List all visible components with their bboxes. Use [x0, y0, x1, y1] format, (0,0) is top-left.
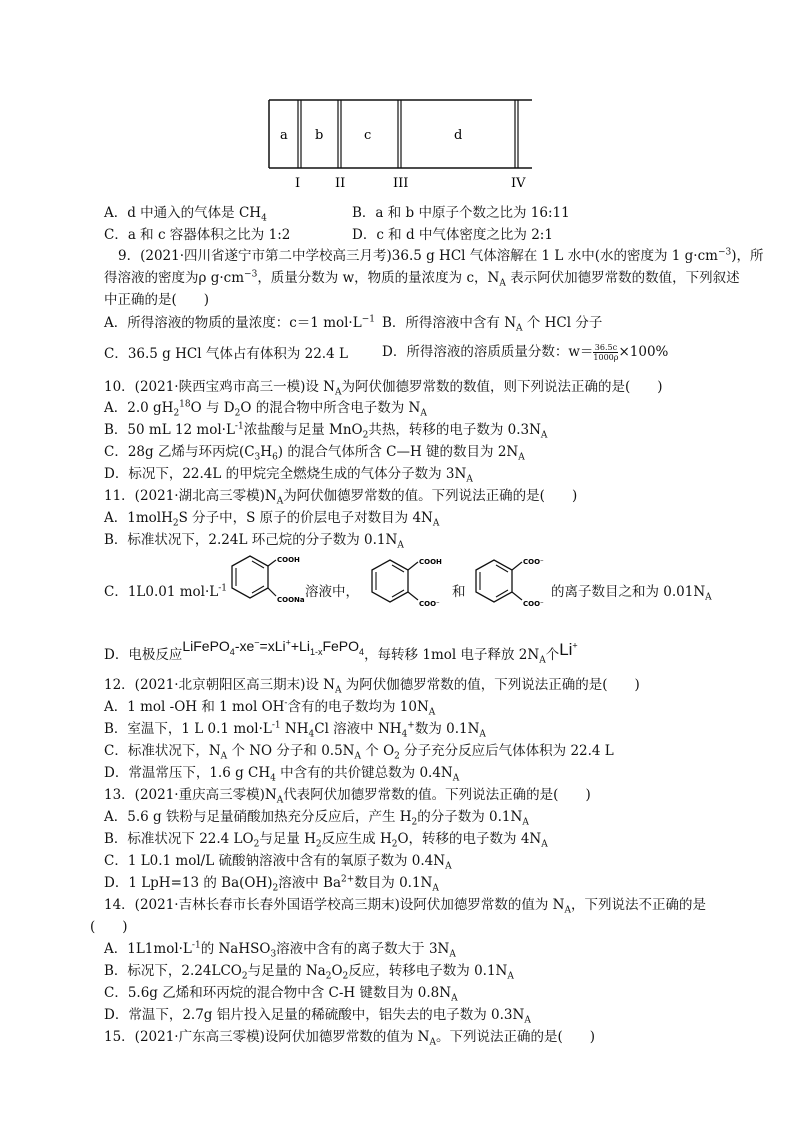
q10-option-d: D．标况下，22.4L 的甲烷完全燃烧生成的气体分子数为 $3N_A$	[104, 466, 473, 485]
q14-stem: 14．(2021·吉林长春市长春外国语学校高三期末)设阿伏加德罗常数的值为 $N_A$，下列说法不正确的是	[104, 897, 706, 916]
q9-stem-line3: 中正确的是( )	[104, 292, 210, 308]
mol2-bottom-group: COO⁻	[419, 600, 440, 608]
q13-option-c: C．1 L0.1 mol/L 硫酸钠溶液中含有的氧原子数为 $0.4N_A$	[104, 853, 452, 872]
mol3-top-group: COO⁻	[523, 558, 544, 566]
q14-option-b: B．标况下，$2.24LCO_2$与足量的 $Na_2O_2$反应，转移电子数为 $0.1N_A$	[104, 963, 514, 982]
q14-option-d: D．常温下，2.7g 铝片投入足量的稀硫酸中，铝失去的电子数为 $0.3N_A$	[104, 1007, 531, 1026]
divider-1-label: I	[295, 176, 301, 191]
phthalate-dianion-structure	[462, 552, 552, 616]
chamber-c-label: c	[364, 128, 372, 143]
q15-stem: 15．(2021·广东高三零模)设阿伏加德罗常数的值为 $N_A$。下列说法正确的是( )	[104, 1029, 596, 1048]
phthalate-monosodium-structure	[214, 552, 309, 616]
q12-stem: 12．(2021·北京朝阳区高三期末)设 $N_A$ 为阿伏伽德罗常数的值，下列说法正确的是( )	[104, 677, 640, 696]
q11-option-a: A．1molH$_2$S 分子中，S 原子的价层电子对数目为 $4N_A$	[104, 510, 440, 529]
q11-option-c-mid1: 溶液中，	[305, 584, 359, 600]
container-diagram	[268, 97, 533, 196]
q8-option-d: D．c 和 d 中气体密度之比为 2:1	[352, 227, 553, 243]
q9-stem-line1: 9．(2021·四川省遂宁市第二中学校高三月考)36.5 g HCl 气体溶解在 1 L 水中(水的密度为 1 $g\cdot cm^{-3}$)，所	[118, 247, 764, 264]
mol2-top-group: COOH	[419, 558, 442, 566]
q10-stem: 10．(2021·陕西宝鸡市高三一模)设 $N_A$为阿伏伽德罗常数的数值，则下列说法正确的是( )	[104, 379, 663, 398]
q11-stem: 11．(2021·湖北高三零模)$N_A$为阿伏伽德罗常数的值。下列说法正确的是( )	[104, 488, 578, 507]
chamber-a-label: a	[280, 128, 288, 143]
divider-4-label: IV	[511, 176, 526, 191]
q11-option-c-mid2: 和	[452, 584, 466, 600]
q13-option-d: D．1 LpH=13 的 $Ba(OH)_2$溶液中 $Ba^{2+}$数目为 $0.1N_A$	[104, 874, 439, 894]
q10-option-a: A．2.0 $gH_2^{18}O$ 与 $D_2O$ 的混合物中所含电子数为 $N_A$	[104, 399, 427, 419]
chamber-d-label: d	[454, 128, 463, 143]
q13-option-b: B．标准状况下 22.4 $LO_2$与足量 $H_2$反应生成 $H_2O$，转移的电子数为 $4N_A$	[104, 831, 548, 850]
q11-option-b: B．标准状况下，2.24L 环己烷的分子数为 $0.1N_A$	[104, 532, 404, 551]
q9-option-c: C．36.5 g HCl 气体占有体积为 22.4 L	[104, 346, 348, 362]
q14-stem-line2: ( )	[90, 919, 128, 935]
q9-option-a: A．所得溶液的物质的量浓度：c＝1 $mol\cdot L^{-1}$	[104, 314, 375, 331]
chamber-b-label: b	[315, 128, 324, 143]
q14-option-c: C．5.6g 乙烯和环丙烷的混合物中含 C-H 键数目为 $0.8N_A$	[104, 985, 458, 1004]
q11-option-c-prefix: C．1L0.01 $mol\cdot L^{-1}$	[104, 583, 228, 600]
mol3-bottom-group: COO⁻	[523, 600, 544, 608]
q10-option-c: C．28g 乙烯与环丙烷$(C_3H_6)$ 的混合气体所含 C—H 键的数目为 $2N_A$	[104, 444, 525, 463]
fraction: $\frac{36.5c}{1000\rho}$	[593, 343, 619, 362]
divider-2-label: II	[335, 176, 346, 191]
q8-option-b: B．a 和 b 中原子个数之比为 16:11	[352, 205, 570, 221]
q9-stem-line2: 得溶液的密度为ρ $g\cdot cm^{-3}$，质量分数为 w，物质的量浓度为 c，$N_A$ 表示阿伏加德罗常数的数值，下列叙述	[104, 269, 740, 289]
q14-option-a: A．$1L1mol\cdot L^{-1}$的 NaHSO$_3$溶液中含有的离子数大于 $3N_A$	[104, 940, 456, 960]
q12-option-a: A．1 mol -OH 和 1 mol OH-含有的电子数均为 $10N_A$	[104, 698, 436, 718]
q12-option-c: C．标准状况下，$N_A$ 个 NO 分子和 $0.5N_A$ 个 $O_2$ 分子充分反应后气体体积为 22.4 L	[104, 743, 614, 762]
q12-option-b: B．室温下，1 L 0.1 $mol\cdot L^{-1}$ $NH_4Cl$ 溶液中 $NH_4^+$数为 $0.1N_A$	[104, 720, 486, 740]
q13-stem: 13．(2021·重庆高三零模)$N_A$代表阿伏加德罗常数的值。下列说法正确的是( )	[104, 787, 591, 806]
q10-option-b: B．50 mL 12 $mol\cdot L^{-1}$浓盐酸与足量 MnO$_2$共热，转移的电子数为 $0.3N_A$	[104, 421, 548, 441]
q13-option-a: A．5.6 g 铁粉与足量硝酸加热充分反应后，产生 $H_2$的分子数为 $0.1N_A$	[104, 809, 529, 828]
q12-option-d: D．常温常压下，1.6 g $CH_4$ 中含有的共价键总数为 $0.4N_A$	[104, 765, 460, 784]
hydrogen-phthalate-structure	[360, 552, 455, 616]
q8-option-a: A．d 中通入的气体是 $CH_4$	[104, 205, 267, 224]
partition-diagram	[268, 97, 533, 192]
q9-option-d: D．所得溶液的溶质质量分数：w＝ $\frac{36.5c}{1000\rho}$ ×100%	[382, 343, 669, 362]
mol1-bottom-group: COONa	[277, 596, 305, 604]
mol1-top-group: COOH	[277, 556, 300, 564]
q8-option-c: C．a 和 c 容器体积之比为 1:2	[104, 227, 291, 243]
electrode-equation: $LiFePO_4-xe^-=xLi^++Li_{1-x}FePO_4$	[182, 637, 365, 657]
q11-option-d: D．电极反应$LiFePO_4-xe^-=xLi^++Li_{1-x}FePO_4$，每转移 1mol 电子释放 $2N_A$个Li+	[104, 637, 578, 666]
lithium-ion: Li+	[559, 640, 578, 659]
q9-option-b: B．所得溶液中含有 $N_A$ 个 HCl 分子	[382, 315, 603, 334]
divider-3-label: III	[393, 176, 409, 191]
q11-option-c-suffix: 的离子数目之和为 $0.01N_A$	[551, 584, 712, 603]
